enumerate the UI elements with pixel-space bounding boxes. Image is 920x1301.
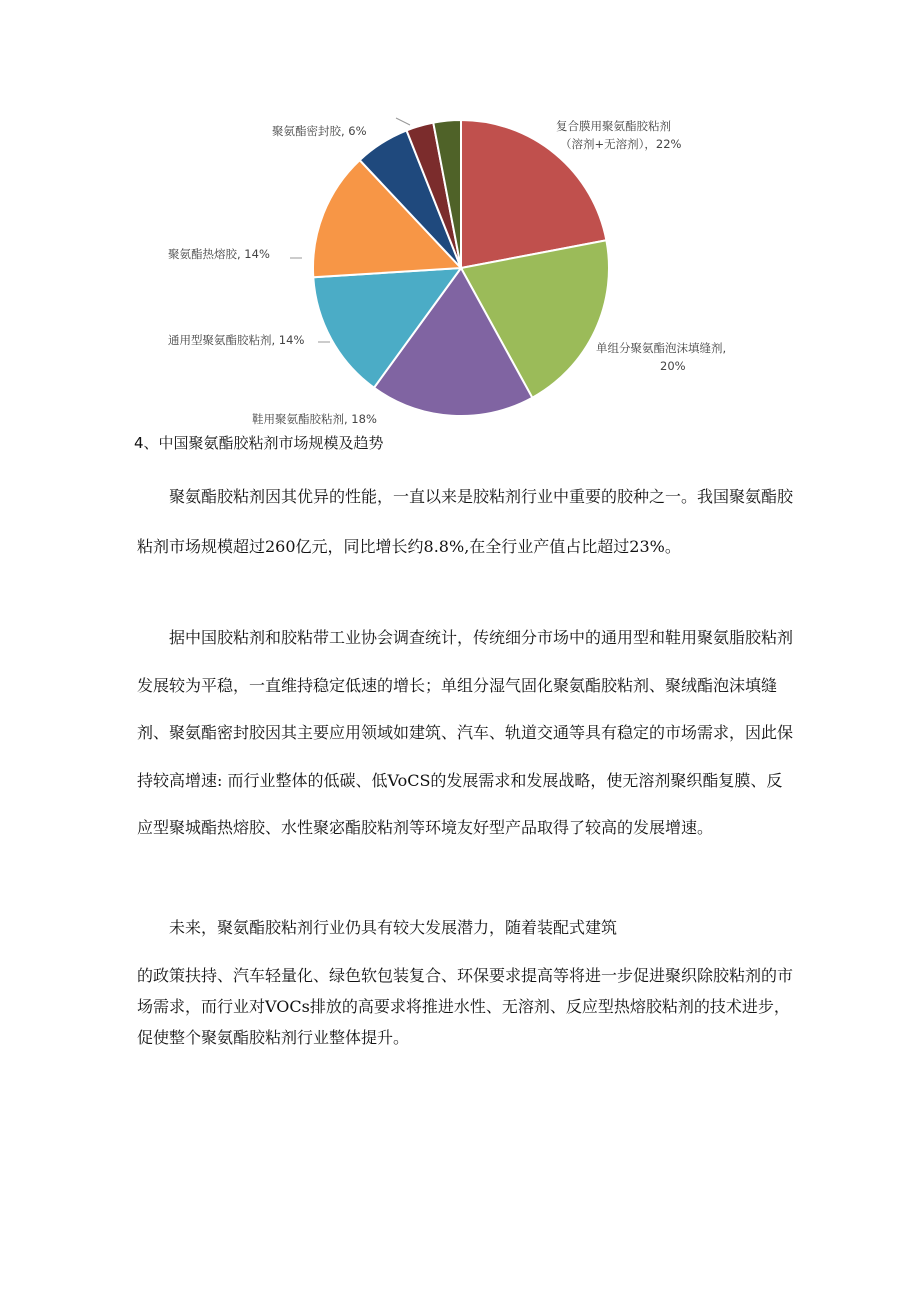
pie-label-4: 聚氨酯热熔胶, 14% [168,247,270,261]
pie-label-1: 单组分聚氨酯泡沫填缝剂, [596,341,727,355]
pie-label-5: 聚氨酯密封胶, 6% [272,124,367,138]
paragraph-segments: 据中国胶粘剂和胶粘带工业协会调查统计，传统细分市场中的通用型和鞋用聚氨脂胶粘剂发展较为平稳，一直维持稳定低速的增长；单组分湿气固化聚氨酯胶粘剂、聚绒酯泡沫填缝剂、聚氨酯密封胶因其主要应用领域如建筑、汽车、轨道交通等具有稳定的市场需求，因此保持较高增速: 而行业整体的低碳、低VoCS的发展需求和发展战略，使无溶剂聚织酯复膜、反应型聚城酯热熔胶、水性聚宓酯胶粘剂等环境友好型产品取得了较高的发展增速。 [137,628,794,837]
pie-slices [313,120,609,416]
pie-label-0-line2: （溶剂+无溶剂），22% [560,137,682,151]
leader-line [396,118,410,125]
paragraph-market-size: 聚氨酯胶粘剂因其优异的性能，一直以来是胶粘剂行业中重要的胶种之一。我国聚氨酯胶粘剂市场规模超过260亿元，同比增长约8.8%,在全行业产值占比超过23%。 [137,487,794,556]
paragraph-future: 未来，聚氨酯胶粘剂行业仍具有较大发展潜力，随着装配式建筑 [169,918,618,937]
pie-chart [0,0,920,430]
pie-label-1-line2: 20% [660,359,686,373]
pie-label-0: 复合膜用聚氨酯胶粘剂 [556,119,671,133]
section-heading: 4、中国聚氨酯胶粘剂市场规模及趋势 [134,434,384,452]
paragraph-future-continued: 的政策扶持、汽车轻量化、绿色软包装复合、环保要求提高等将进一步促进聚织除胶粘剂的市场需求，而行业对VOCs排放的高要求将推进水性、无溶剂、反应型热熔胶粘剂的技术进步，促使整个聚氨酯胶粘剂行业整体提升。 [137,966,794,1047]
pie-label-3: 通用型聚氨酯胶粘剂, 14% [168,333,305,347]
pie-label-2: 鞋用聚氨酯胶粘剂, 18% [252,412,377,426]
